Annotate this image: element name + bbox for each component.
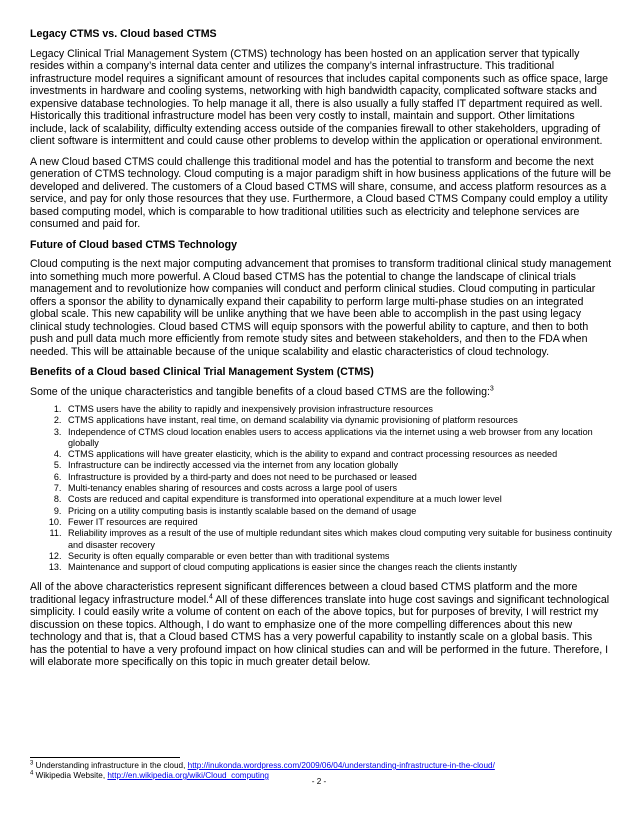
footnote-divider xyxy=(30,757,180,758)
list-item: 8. Costs are reduced and capital expenditure is transformed into operational expenditure at a much lower level xyxy=(64,494,612,505)
list-item: 5. Infrastructure can be indirectly accessed via the internet from any location globally xyxy=(64,460,612,471)
closing-text-b: All of these differences translate into huge cost savings and significant technological simplicity. I could easily write a volume of content on each of the above topics, but for purposes of brevity, I will restrict my discussion on these topics. Although, I do want to emphasize one of the more compelling differences about this new technology and that is, that a Cloud based CTMS has a very powerful capability to instantly scale on a global basis. This has the potential to have a very profound impact on how clinical studies can and will be performed in the future. Therefore, I will elaborate more specifically on this topic in much greater detail below. xyxy=(30,593,610,669)
page-number: - 2 - xyxy=(311,777,327,786)
list-item: 10. Fewer IT resources are required xyxy=(64,517,612,528)
list-item: 2. CTMS applications have instant, real time, on demand scalability via dynamic provisioning of platform resources xyxy=(64,415,612,426)
list-item: 4. CTMS applications will have greater elasticity, which is the ability to expand and contract processing resources as needed xyxy=(64,449,612,460)
footnote-text: Understanding infrastructure in the cloud, xyxy=(33,761,188,770)
list-item: 12. Security is often equally comparable or even better than with traditional systems xyxy=(64,551,612,562)
list-item: 7. Multi-tenancy enables sharing of resources and costs across a large pool of users xyxy=(64,483,612,494)
paragraph-future-1: Cloud computing is the next major computing advancement that promises to transform traditional clinical study management into something much more powerful. A Cloud based CTMS has the potential to change the landscape of clinical trials management and to revolutionize how companies will conduct and perform clinical studies. Cloud computing in particular offers a sponsor the ability to dynamically expand their capability to perform large multi-phase studies on an integrated global scale. This new capability will be unlike anything that we have been able to accomplish in the past using legacy clinical study technologies. Cloud based CTMS will equip sponsors with the powerful ability to capture, and then to both push and pull data much more efficiently from remote study sites and between stakeholders, and then to the FDA when needed. This will be attainable because of the unique scalability and elastic characteristics of cloud technology. xyxy=(30,258,612,358)
footnote-number: 4 xyxy=(30,770,34,777)
footnote-ref-4[interactable]: 4 xyxy=(209,593,213,601)
section-heading-benefits: Benefits of a Cloud based Clinical Trial Management System (CTMS) xyxy=(30,366,374,378)
list-item: 13. Maintenance and support of cloud computing applications is easier since the changes reach the clients instantly xyxy=(64,562,612,573)
list-item: 9. Pricing on a utility computing basis is instantly scalable based on the demand of usage xyxy=(64,506,612,517)
lead-text: Some of the unique characteristics and tangible benefits of a cloud based CTMS are the following: xyxy=(30,385,490,398)
section-heading-legacy: Legacy CTMS vs. Cloud based CTMS xyxy=(30,28,217,40)
footnote-link[interactable]: http://inukonda.wordpress.com/2009/06/04/understanding-infrastructure-in-the-cloud/ xyxy=(187,761,495,770)
footnote-ref-3[interactable]: 3 xyxy=(489,384,494,392)
list-item: 11. Reliability improves as a result of the use of multiple redundant sites which makes cloud computing very suitable for business continuity and disaster recovery xyxy=(64,528,612,551)
benefits-list xyxy=(30,404,612,573)
footnote-text: Wikipedia Website, xyxy=(33,771,108,780)
paragraph-benefits-lead xyxy=(30,386,612,399)
document-body xyxy=(30,28,612,677)
paragraph-benefits-closing xyxy=(30,581,612,669)
list-item: 3. Independence of CTMS cloud location enables users to access applications via the internet using a web browser from any location globally xyxy=(64,427,612,450)
section-heading-future: Future of Cloud based CTMS Technology xyxy=(30,238,237,251)
paragraph-legacy-1: Legacy Clinical Trial Management System (CTMS) technology has been hosted on an application server that typically resides within a company’s internal data center and utilizes the company’s internal infrastructure. This traditional infrastructure model requires a significant amount of resources that includes capital components such as office space, large investments in hardware and cooling systems, networking with high bandwidth capacity, complicated software stacks and expensive database technologies. To help manage it all, there is also usually a fully staffed IT department required as well. Historically this traditional infrastructure model has been very costly to install, maintain and support. Other limitations include, lack of scalability, difficulty extending access outside of the companies firewall to other stakeholders, upgrading of client software is intermittent and could cause other problems to develop within the application or operational environment. xyxy=(30,47,609,147)
footnote-number: 3 xyxy=(30,760,34,767)
paragraph-legacy-2: A new Cloud based CTMS could challenge this traditional model and has the potential to transform and become the next generation of CTMS technology. Cloud computing is a major paradigm shift in how business applications of the future will be developed and delivered. The customers of a Cloud based CTMS will share, consume, and access platform resources as a service, and pay for only those resources that they use. Furthermore, a Cloud based CTMS Company could employ a utility based computing model, which is comparable to how traditional utilities such as electricity and telephone services are consumed and paid for. xyxy=(30,155,612,230)
list-item: 6. Infrastructure is provided by a third-party and does not need to be purchased or leased xyxy=(64,472,612,483)
list-item: 1. CTMS users have the ability to rapidly and inexpensively provision infrastructure resources xyxy=(64,404,612,415)
footnote-link[interactable]: http://en.wikipedia.org/wiki/Cloud_computing xyxy=(107,771,269,780)
closing-text-a: All of the above characteristics represent significant differences between a cloud based CTMS platform and the more traditional legacy infrastructure model. xyxy=(30,581,578,606)
footnote-3 xyxy=(30,761,612,771)
